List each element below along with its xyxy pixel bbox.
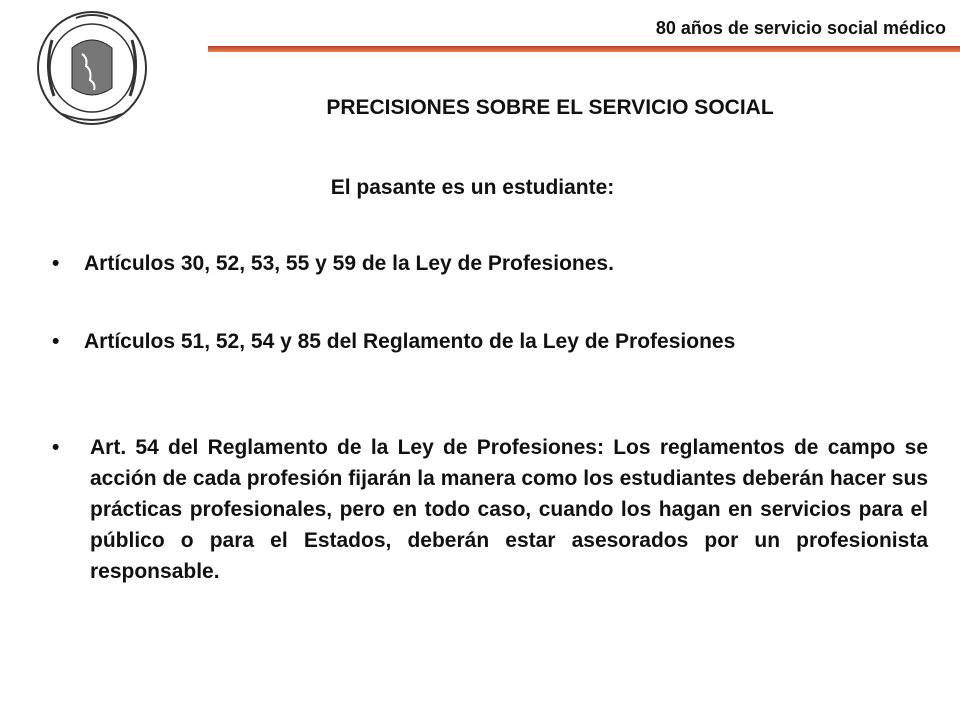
bullet-item — [52, 432, 928, 587]
bullet-item — [52, 248, 928, 279]
header-tagline: 80 años de servicio social médico — [655, 18, 946, 38]
bullet-text: Artículos 30, 52, 53, 55 y 59 de la Ley de Profesiones. — [84, 252, 614, 275]
bullet-text: Artículos 51, 52, 54 y 85 del Reglamento de la Ley de Profesiones — [84, 330, 736, 353]
bullet-text: • Art. 54 del Reglamento de la Ley de Profesiones: Los reglamentos de campo se acción de cada profesión fijarán la manera como los estudiantes deberán hacer sus prácticas profesionales, pero en todo caso, cuando los hagan en servicios para el público o para el Estados, deberán estar asesorados por un profesionista responsable. — [90, 436, 928, 583]
slide-title: PRECISIONES SOBRE EL SERVICIO SOCIAL — [326, 96, 774, 119]
header-divider — [208, 46, 960, 52]
bullet-item — [52, 326, 928, 357]
slide-subtitle: El pasante es un estudiante: — [330, 176, 615, 199]
